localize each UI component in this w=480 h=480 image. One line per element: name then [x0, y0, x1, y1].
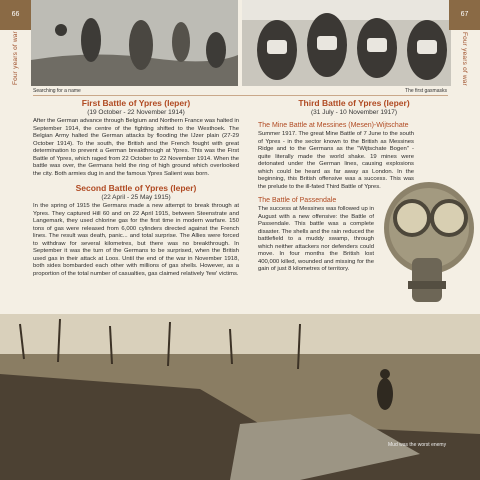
section-title-second-ypres: Second Battle of Ypres (Ieper)	[75, 183, 197, 193]
section-title-third-ypres: Third Battle of Ypres (Ieper)	[298, 98, 410, 108]
subheading-passendale: The Battle of Passendale	[258, 197, 337, 204]
gasmask-image	[374, 173, 480, 311]
section-title-first-ypres: First Battle of Ypres (Ieper)	[81, 98, 191, 108]
side-label-left: Four years of war	[12, 31, 19, 85]
side-label-right: Four years of war	[461, 32, 468, 86]
photo-soldiers-searching	[31, 0, 238, 86]
section-body-first-ypres: After the German advance through Belgium and Northern France was halted in September 1914, the centre of the fighting shifted to the Westhoek. The Belgian Army halted the German attacks by flooding the IJzer plain (27-29 October 1914). To the south, the British and the French fought with great determination to prevent a German breakthrough at Ypres. This was the First Battle of Ypres, which raged from 22 October to 22 November 1914. When the battle was over, the Germans held the ring of high ground which overlooked the city. Both armies dug in and the famous Ypres Salient was born.	[33, 118, 239, 177]
page-number-right: 67	[449, 0, 480, 30]
body-passendale: The success at Messines was followed up in August with a new offensive: the Battle of Passendale. This battle was a complete disaster. The shells and the rain reduced the battlefield to a muddy swamp, through which neither attackers nor defenders could move. In four months the British lost 400,000 killed, wounded and missing for the gain of just 8 kilometres of territory.	[258, 206, 374, 272]
caption-gasmasks: The first gasmasks	[405, 88, 447, 94]
section-body-second-ypres: In the spring of 1915 the Germans made a new attempt to break through at Ypres. They captured Hill 60 and on 22 April 1915, between Steenstrate and Langemark, they used chlorine gas for the first time in modern warfare. 150 tons of gas were released from 6,000 cylinders directed against the French lines. The result was death, panic... and total surprise. The Allies were forced to withdraw for several kilometres, but there was no breakthrough. In September it was the turn of the Germans to be surprised, when the British used gas in their attack at Loos. Until the end of the war in November 1918, both sides bombarded each other with millions of gas shells. However, as a proportion of the total number of casualties, gas claimed relatively 'few' victims.	[33, 203, 239, 277]
photo-first-gasmasks	[242, 0, 451, 86]
page-number-left: 66	[0, 0, 31, 30]
section-dates-second-ypres: (22 April - 25 May 1915)	[101, 194, 171, 201]
body-mine-battle: Summer 1917. The great Mine Battle of 7 June to the south of Ypres - in the sector known to the British as Messines Ridge and to the Germans as the "Wijtschate Bogen" - quite literally made the world shake. 19 mines were detonated under the German lines, causing explosions which could be heard as far away as London. In the beginning, this British offensive was a success. This was the prelude to the ill-fated Third Battle of Ypres.	[258, 131, 414, 190]
section-dates-first-ypres: (19 October - 22 November 1914)	[87, 109, 185, 116]
photo-muddy-trench	[0, 314, 480, 480]
subheading-mine-battle: The Mine Battle at Messines (Mesen)-Wijtschate	[258, 122, 409, 129]
left-column	[33, 98, 239, 278]
caption-searching: Searching for a name	[33, 88, 81, 94]
caption-rule	[33, 95, 448, 96]
caption-mud: Mud was the worst enemy	[388, 442, 447, 448]
section-dates-third-ypres: (31 July - 10 November 1917)	[311, 109, 397, 116]
